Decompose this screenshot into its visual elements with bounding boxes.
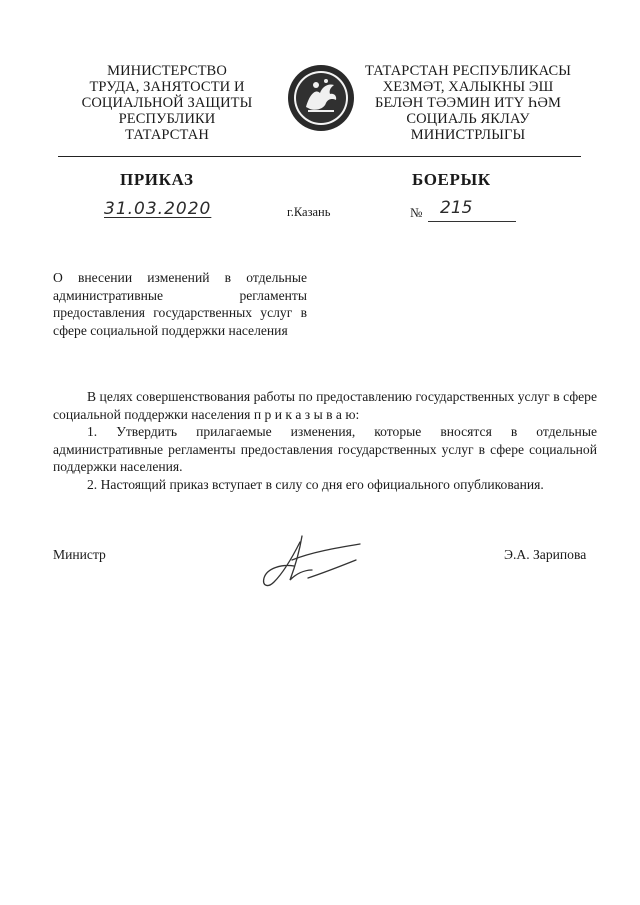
handwritten-signature bbox=[256, 530, 366, 594]
ministry-name-russian bbox=[72, 63, 262, 143]
header-left-line: СОЦИАЛЬНОЙ ЗАЩИТЫ bbox=[81, 95, 253, 111]
order-number-sign: № bbox=[410, 205, 423, 220]
order-subject: О внесении изменений в отдельные административные регламенты предоставления государственных услуг в сфере социальной поддержки населения bbox=[53, 270, 307, 338]
order-title-tatar: БОЕРЫК bbox=[412, 170, 491, 189]
order-number: 215 bbox=[440, 198, 473, 218]
header-left-line: ТРУДА, ЗАНЯТОСТИ И bbox=[89, 79, 245, 95]
order-title-russian: ПРИКАЗ bbox=[120, 170, 194, 189]
body-item-2: 2. Настоящий приказ вступает в силу со дня его официального опубликования. bbox=[87, 476, 544, 492]
order-date: 31.03.2020 bbox=[104, 199, 212, 219]
header-right-line: СОЦИАЛЬ ЯКЛАУ bbox=[406, 111, 530, 127]
tatarstan-emblem-icon bbox=[286, 63, 356, 133]
body-intro: В целях совершенствования работы по предоставлению государственных услуг в сфере социальной поддержки населения п р и к а з ы в а ю: bbox=[53, 389, 597, 422]
header-divider bbox=[58, 156, 581, 157]
body-item-1: 1. Утвердить прилагаемые изменения, которые вносятся в отдельные административные регламенты предоставления государственных услуг в сфере социальной поддержки населения. bbox=[53, 424, 597, 474]
signatory-title: Министр bbox=[53, 547, 106, 562]
header-right-line: ТАТАРСТАН РЕСПУБЛИКАСЫ bbox=[364, 63, 572, 79]
ministry-name-tatar bbox=[360, 63, 576, 143]
order-city: г.Казань bbox=[287, 205, 331, 219]
header-left-line: МИНИСТЕРСТВО bbox=[107, 63, 227, 79]
header-right-line: ХЕЗМӘТ, ХАЛЫКНЫ ЭШ bbox=[382, 79, 554, 95]
header-right-line: МИНИСТРЛЫГЫ bbox=[410, 127, 526, 143]
order-body bbox=[53, 388, 597, 493]
signatory-name: Э.А. Зарипова bbox=[504, 547, 587, 562]
header-right-line: БЕЛӘН ТӘЭМИН ИТҮ ҺӘМ bbox=[375, 95, 561, 111]
header-left-line: ТАТАРСТАН bbox=[125, 127, 209, 143]
order-number-underline bbox=[428, 221, 516, 222]
header-left-line: РЕСПУБЛИКИ bbox=[118, 111, 216, 127]
